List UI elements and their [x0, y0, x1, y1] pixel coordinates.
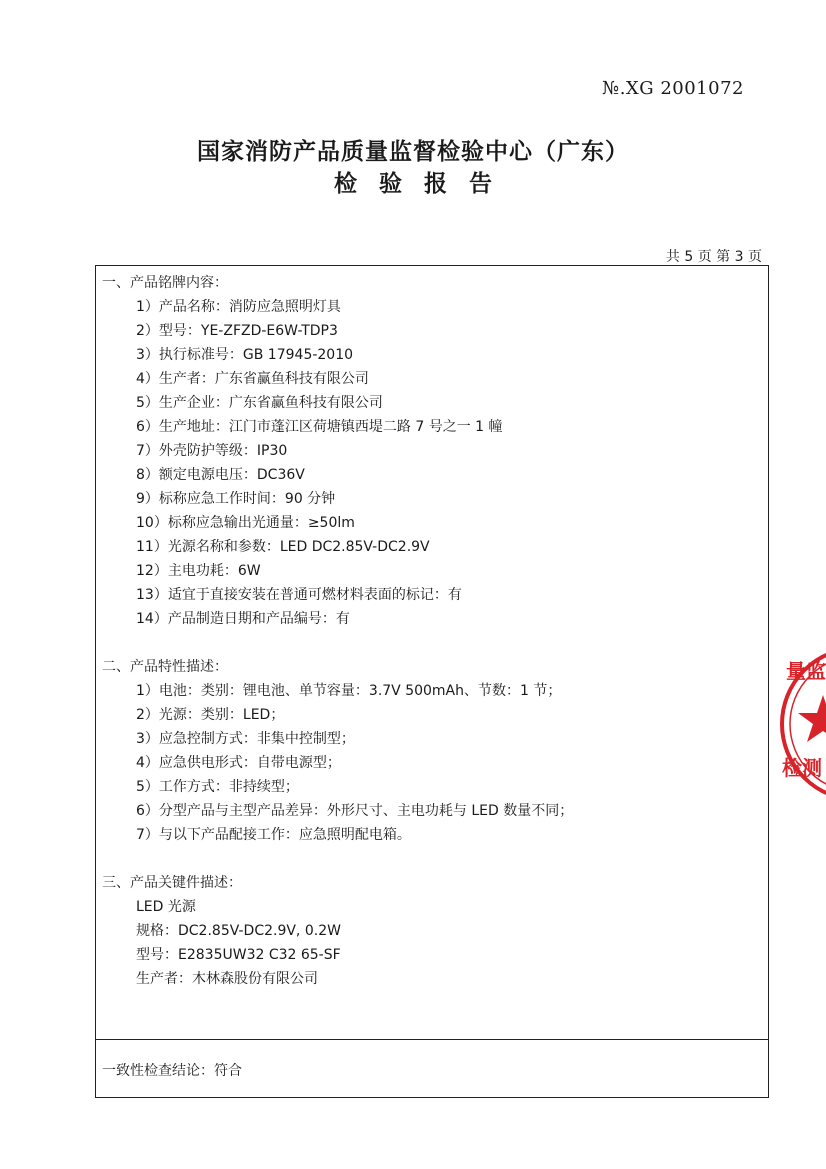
nameplate-item: 5）生产企业：广东省赢鱼科技有限公司	[136, 395, 383, 411]
characteristic-item: 1）电池：类别：锂电池、单节容量：3.7V 500mAh、节数：1 节；	[136, 683, 562, 699]
seal-text-bottom: 检测	[782, 756, 822, 780]
component-item: 生产者：木林森股份有限公司	[136, 971, 318, 987]
nameplate-item: 3）执行标准号：GB 17945-2010	[136, 347, 354, 363]
nameplate-item: 12）主电功耗：6W	[136, 563, 261, 579]
report-subtitle: 检验报告	[334, 171, 514, 197]
characteristic-item: 4）应急供电形式：自带电源型；	[136, 755, 341, 771]
conclusion-text: 一致性检查结论：符合	[102, 1063, 242, 1079]
nameplate-item: 7）外壳防护等级：IP30	[136, 443, 288, 459]
nameplate-item: 1）产品名称：消防应急照明灯具	[136, 299, 341, 315]
characteristic-item: 7）与以下产品配接工作：应急照明配电箱。	[136, 827, 411, 843]
nameplate-item: 11）光源名称和参数：LED DC2.85V-DC2.9V	[136, 539, 430, 555]
section-gap	[102, 631, 762, 655]
section-heading-nameplate: 一、产品铭牌内容：	[102, 275, 228, 291]
inspection-seal-icon	[778, 642, 826, 812]
report-content	[102, 271, 762, 991]
section-gap	[102, 847, 762, 871]
nameplate-item: 10）标称应急输出光通量：≥50lm	[136, 515, 355, 531]
component-item: 型号：E2835UW32 C32 65-SF	[136, 947, 341, 963]
nameplate-item: 4）生产者：广东省赢鱼科技有限公司	[136, 371, 369, 387]
characteristic-item: 5）工作方式：非持续型；	[136, 779, 299, 795]
page-indicator: 共 5 页 第 3 页	[665, 249, 762, 265]
characteristic-item: 6）分型产品与主型产品差异：外形尺寸、主电功耗与 LED 数量不同；	[136, 803, 574, 819]
component-item: 规格：DC2.85V-DC2.9V, 0.2W	[136, 923, 341, 939]
nameplate-item: 6）生产地址：江门市蓬江区荷塘镇西堤二路 7 号之一 1 幢	[136, 419, 503, 435]
section-heading-characteristics: 二、产品特性描述：	[102, 659, 228, 675]
nameplate-item: 13）适宜于直接安装在普通可燃材料表面的标记：有	[136, 587, 462, 603]
nameplate-item: 2）型号：YE-ZFZD-E6W-TDP3	[136, 323, 338, 339]
report-title: 国家消防产品质量监督检验中心（广东）	[197, 139, 629, 165]
seal-star-icon	[798, 695, 826, 742]
characteristic-item: 3）应急控制方式：非集中控制型；	[136, 731, 355, 747]
conclusion-divider	[96, 1039, 768, 1040]
seal-graphic	[782, 648, 826, 800]
report-table	[95, 265, 769, 1098]
characteristic-item: 2）光源：类别：LED；	[136, 707, 285, 723]
seal-text-top: 量监	[786, 659, 826, 683]
report-number: №.XG 2001072	[602, 78, 744, 99]
component-item: LED 光源	[136, 899, 196, 915]
nameplate-item: 8）额定电源电压：DC36V	[136, 467, 305, 483]
section-heading-key-components: 三、产品关键件描述：	[102, 875, 242, 891]
nameplate-item: 14）产品制造日期和产品编号：有	[136, 611, 350, 627]
nameplate-item: 9）标称应急工作时间：90 分钟	[136, 491, 336, 507]
